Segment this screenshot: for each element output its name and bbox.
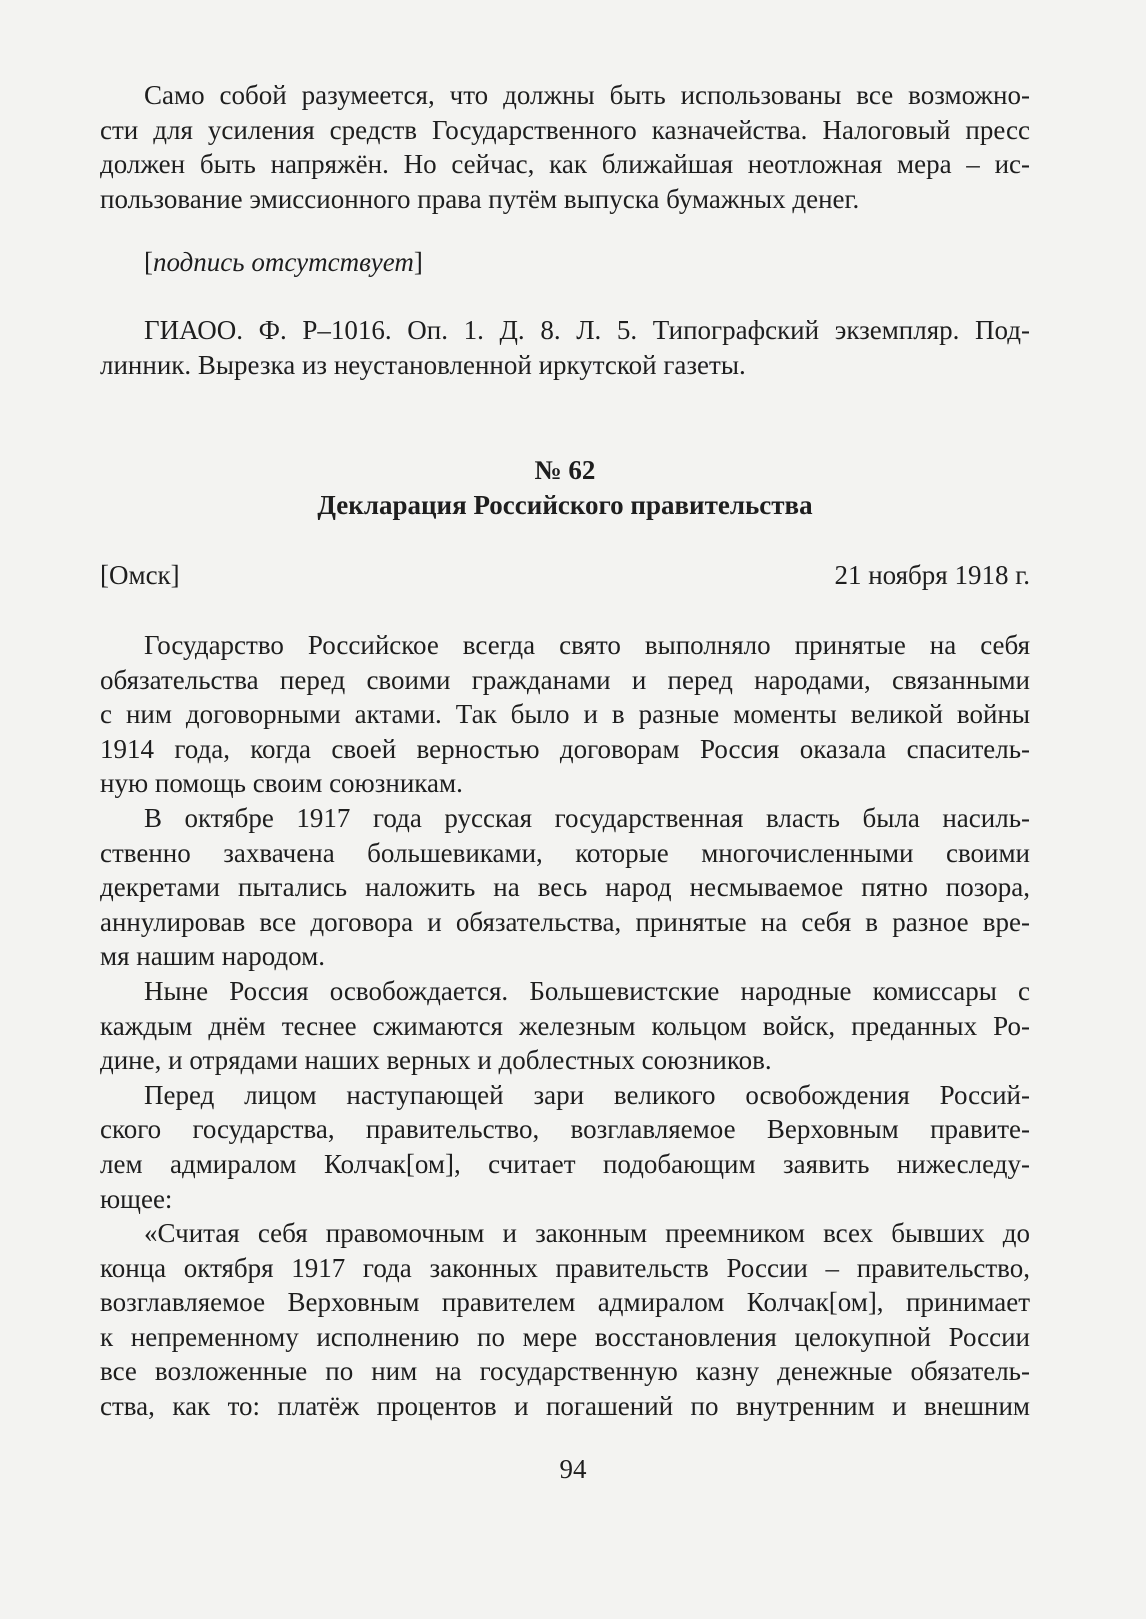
text-line: ственно захвачена большевиками, которые многочисленными своими <box>100 837 1030 868</box>
text-line: ского государства, правительство, возглавляемое Верховным правите- <box>100 1114 1030 1145</box>
text-line: пользование эмиссионного права путём выпуска бумажных денег. <box>100 183 860 214</box>
text-line: 1914 года, когда своей верностью договорам Россия оказала спаситель- <box>100 733 1030 764</box>
body-paragraph <box>100 801 1030 974</box>
text-line: с ним договорными актами. Так было и в разные моменты великой войны <box>100 699 1030 730</box>
text-line: «Считая себя правомочным и законным преемником всех бывших до <box>144 1218 1030 1249</box>
body-paragraph <box>100 1216 1030 1424</box>
text-line: обязательства перед своими гражданами и перед народами, связанными <box>100 664 1030 695</box>
place-date-line <box>100 560 1030 591</box>
body-paragraph <box>100 1078 1030 1216</box>
body-paragraph <box>100 628 1030 801</box>
bracket: [ <box>144 247 153 277</box>
text-line: аннулировав все договора и обязательства, принятые на себя в разное вре- <box>100 906 1030 937</box>
document-date: 21 ноября 1918 г. <box>834 560 1030 590</box>
text-line: Ныне Россия освобождается. Большевистские народные комиссары с <box>144 975 1030 1006</box>
text-line: Перед лицом наступающей зари великого освобождения Россий- <box>144 1079 1030 1110</box>
text-line: сти для усиления средств Государственного казначейства. Налоговый пресс <box>100 114 1030 145</box>
text-line: возглавляемое Верховным правителем адмиралом Колчак[ом], принимает <box>100 1287 1030 1318</box>
text-line: декретами пытались наложить на весь народ несмываемое пятно позора, <box>100 872 1030 903</box>
text-line: ную помощь своим союзникам. <box>100 768 463 799</box>
text-line: должен быть напряжён. Но сейчас, как ближайшая неотложная мера – ис- <box>100 149 1030 180</box>
text-line: каждым днём теснее сжимаются железным кольцом войск, преданных Ро- <box>100 1010 1030 1041</box>
text-line: линник. Вырезка из неустановленной иркутской газеты. <box>100 349 746 380</box>
text-line: В октябре 1917 года русская государственная власть была насиль- <box>144 802 1030 833</box>
signature-text: подпись отсутствует <box>153 247 414 277</box>
document-place: [Омск] <box>100 560 180 590</box>
text-line: Государство Российское всегда свято выполняло принятые на себя <box>144 630 1030 660</box>
text-line: дине, и отрядами наших верных и доблестных союзников. <box>100 1045 772 1076</box>
text-line: конца октября 1917 года законных правительств России – правительство, <box>100 1252 1030 1283</box>
intro-paragraph <box>100 78 1030 216</box>
signature-note <box>100 247 1030 278</box>
text-line: лем адмиралом Колчак[ом], считает подобающим заявить нижеследу- <box>100 1148 1030 1179</box>
document-number: № 62 <box>534 455 596 485</box>
text-line: ГИАОО. Ф. Р–1016. Оп. 1. Д. 8. Л. 5. Типографский экземпляр. Под- <box>144 315 1030 345</box>
text-line: ющее: <box>100 1183 173 1214</box>
page-number: 94 <box>559 1454 587 1484</box>
document-body <box>100 628 1030 1424</box>
text-line: Само собой разумеется, что должны быть использованы все возможно- <box>144 80 1030 110</box>
document-title: Декларация Российского правительства <box>317 489 813 520</box>
text-line: ства, как то: платёж процентов и погашений по внутренним и внешним <box>100 1391 1030 1422</box>
text-line: мя нашим народом. <box>100 941 325 972</box>
archive-reference <box>100 313 1030 382</box>
body-paragraph <box>100 974 1030 1078</box>
document-heading <box>100 453 1030 522</box>
bracket: ] <box>413 247 423 277</box>
text-line: к непременному исполнению по мере восстановления целокупной России <box>100 1321 1030 1352</box>
text-line: все возложенные по ним на государственную казну денежные обязатель- <box>100 1356 1030 1387</box>
